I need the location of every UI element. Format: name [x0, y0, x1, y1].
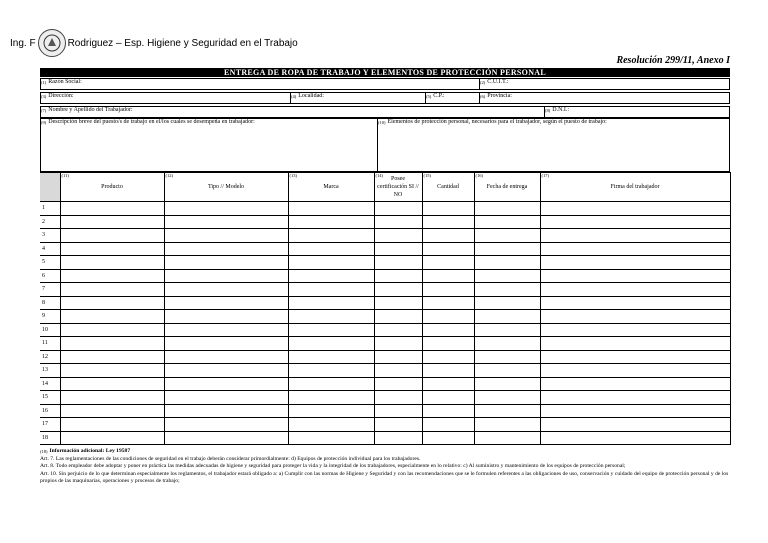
row-number: 2 — [40, 215, 60, 229]
table-cell[interactable] — [164, 377, 288, 391]
table-cell[interactable] — [474, 337, 540, 351]
table-cell[interactable] — [164, 350, 288, 364]
row-number: 7 — [40, 283, 60, 297]
table-cell[interactable] — [164, 323, 288, 337]
table-cell[interactable] — [540, 310, 730, 324]
table-cell[interactable] — [474, 242, 540, 256]
row-number: 1 — [40, 202, 60, 216]
table-cell[interactable] — [540, 202, 730, 216]
table-cell[interactable] — [422, 404, 474, 418]
table-cell[interactable] — [164, 215, 288, 229]
table-cell[interactable] — [540, 269, 730, 283]
table-cell[interactable] — [540, 377, 730, 391]
row-number: 14 — [40, 377, 60, 391]
table-cell[interactable] — [374, 242, 422, 256]
table-cell[interactable] — [422, 391, 474, 405]
table-cell[interactable] — [374, 337, 422, 351]
table-cell[interactable] — [164, 310, 288, 324]
table-cell[interactable] — [474, 431, 540, 445]
table-row — [40, 404, 730, 418]
table-row — [40, 377, 730, 391]
col-fecha-entrega: (16) Fecha de entrega — [474, 173, 540, 202]
row-number: 15 — [40, 391, 60, 405]
table-cell[interactable] — [422, 256, 474, 270]
table-cell[interactable] — [164, 202, 288, 216]
table-cell[interactable] — [474, 418, 540, 432]
table-row — [40, 310, 730, 324]
table-cell[interactable] — [474, 283, 540, 297]
table-cell[interactable] — [288, 431, 374, 445]
table-cell[interactable] — [374, 418, 422, 432]
table-cell[interactable] — [374, 269, 422, 283]
table-cell[interactable] — [474, 296, 540, 310]
table-cell[interactable] — [60, 404, 164, 418]
table-cell[interactable] — [540, 337, 730, 351]
info-art10: Art. 10. Sin perjuicio de lo que determinan especialmente los reglamentos, el trabajador estará obligado a: a) Cumplir con las normas de Higiene y Seguridad y con las recomendaciones que se le formulen referentes a las obligaciones de uso, conservación y cuidado del equipo de protección personal y de los propios de las maquinarias, operaciones y procesos de trabajo; — [40, 470, 729, 484]
seal-logo-icon — [38, 29, 66, 57]
col-marca: (13) Marca — [288, 173, 374, 202]
table-cell[interactable] — [164, 418, 288, 432]
table-cell[interactable] — [422, 269, 474, 283]
cp-field[interactable]: $^{(5)}$ C.P.: — [425, 92, 480, 104]
table-cell[interactable] — [422, 431, 474, 445]
table-cell[interactable] — [60, 229, 164, 243]
table-cell[interactable] — [474, 269, 540, 283]
nombre-trabajador-field[interactable]: $^{(7)}$ Nombre y Apellido del Trabajador: — [40, 106, 545, 118]
row-number-header — [40, 173, 60, 202]
row-number: 6 — [40, 269, 60, 283]
table-row — [40, 418, 730, 432]
row-number: 4 — [40, 242, 60, 256]
table-row — [40, 256, 730, 270]
table-cell[interactable] — [164, 391, 288, 405]
table-cell[interactable] — [374, 256, 422, 270]
table-cell[interactable] — [288, 229, 374, 243]
table-cell[interactable] — [288, 323, 374, 337]
table-cell[interactable] — [422, 418, 474, 432]
table-cell[interactable] — [288, 364, 374, 378]
col-certificacion: (14) Posee certificación SI // NO — [374, 173, 422, 202]
header-prefix: Ing. F — [10, 37, 36, 49]
table-cell[interactable] — [374, 323, 422, 337]
row-number: 9 — [40, 310, 60, 324]
descripcion-puesto-field[interactable]: $^{(9)}$ Descripción breve del puesto/s de trabajo en el/los cuales se desempeña en trabajador: — [40, 118, 378, 172]
table-cell[interactable] — [474, 229, 540, 243]
table-cell[interactable] — [164, 269, 288, 283]
table-cell[interactable] — [374, 364, 422, 378]
table-cell[interactable] — [540, 323, 730, 337]
table-cell[interactable] — [374, 229, 422, 243]
table-cell[interactable] — [422, 215, 474, 229]
table-cell[interactable] — [60, 431, 164, 445]
additional-info — [40, 448, 730, 486]
table-cell[interactable] — [60, 323, 164, 337]
table-cell[interactable] — [60, 364, 164, 378]
localidad-field[interactable]: $^{(4)}$ Localidad: — [290, 92, 426, 104]
table-row — [40, 350, 730, 364]
table-cell[interactable] — [288, 350, 374, 364]
provincia-field[interactable]: $^{(6)}$ Provincia: — [479, 92, 730, 104]
row-number: 17 — [40, 418, 60, 432]
table-cell[interactable] — [540, 283, 730, 297]
table-cell[interactable] — [374, 296, 422, 310]
table-row — [40, 431, 730, 445]
row-number: 3 — [40, 229, 60, 243]
table-cell[interactable] — [288, 256, 374, 270]
table-cell[interactable] — [474, 350, 540, 364]
table-cell[interactable] — [422, 377, 474, 391]
table-cell[interactable] — [374, 377, 422, 391]
table-cell[interactable] — [422, 337, 474, 351]
delivery-table — [40, 172, 731, 445]
table-cell[interactable] — [474, 256, 540, 270]
table-cell[interactable] — [540, 215, 730, 229]
table-cell[interactable] — [474, 202, 540, 216]
table-cell[interactable] — [474, 364, 540, 378]
table-cell[interactable] — [540, 256, 730, 270]
table-row — [40, 337, 730, 351]
table-row — [40, 323, 730, 337]
row-number: 16 — [40, 404, 60, 418]
form-title: ENTREGA DE ROPA DE TRABAJO Y ELEMENTOS DE PROTECCIÓN PERSONAL — [40, 68, 730, 77]
row-number: 11 — [40, 337, 60, 351]
cuit-field[interactable]: $^{(2)}$ C.U.I.T.: — [479, 78, 730, 90]
table-cell[interactable] — [540, 229, 730, 243]
page-header — [10, 28, 298, 58]
table-cell[interactable] — [288, 296, 374, 310]
table-cell[interactable] — [164, 431, 288, 445]
table-cell[interactable] — [474, 310, 540, 324]
table-cell[interactable] — [288, 404, 374, 418]
table-cell[interactable] — [474, 377, 540, 391]
table-cell[interactable] — [374, 310, 422, 324]
row-number: 12 — [40, 350, 60, 364]
table-row — [40, 364, 730, 378]
table-cell[interactable] — [422, 202, 474, 216]
row-number: 5 — [40, 256, 60, 270]
table-header-row — [40, 173, 730, 202]
razon-social-field[interactable]: $^{(1)}$ Razón Social: — [40, 78, 480, 90]
table-row — [40, 391, 730, 405]
table-cell[interactable] — [422, 310, 474, 324]
table-cell[interactable] — [164, 404, 288, 418]
table-cell[interactable] — [60, 350, 164, 364]
table-cell[interactable] — [164, 256, 288, 270]
info-heading: $^{(18)}$ Información adicional: Ley 19587 — [40, 448, 131, 454]
table-cell[interactable] — [288, 391, 374, 405]
table-cell[interactable] — [374, 283, 422, 297]
table-cell[interactable] — [288, 418, 374, 432]
row-number: 8 — [40, 296, 60, 310]
table-cell[interactable] — [60, 215, 164, 229]
table-cell[interactable] — [374, 431, 422, 445]
table-cell[interactable] — [422, 296, 474, 310]
table-cell[interactable] — [60, 296, 164, 310]
table-row — [40, 229, 730, 243]
header-suffix: Rodriguez – Esp. Higiene y Seguridad en el Trabajo — [67, 37, 298, 49]
table-cell[interactable] — [422, 229, 474, 243]
table-cell[interactable] — [60, 418, 164, 432]
table-cell[interactable] — [60, 202, 164, 216]
table-cell[interactable] — [540, 296, 730, 310]
table-cell[interactable] — [422, 350, 474, 364]
table-cell[interactable] — [374, 404, 422, 418]
table-cell[interactable] — [288, 337, 374, 351]
table-cell[interactable] — [540, 431, 730, 445]
table-cell[interactable] — [288, 202, 374, 216]
table-cell[interactable] — [60, 283, 164, 297]
table-row — [40, 296, 730, 310]
info-art7: Art. 7. Las reglamentaciones de las condiciones de seguridad en el trabajo deberán considerar primordialmente: d) Equipos de protección individual para los trabajadores. — [40, 455, 421, 462]
table-row — [40, 269, 730, 283]
elementos-proteccion-field[interactable]: $^{(10)}$ Elementos de protección personal, necesarios para el trabajador, según el puesto de trabajo: — [377, 118, 730, 172]
table-cell[interactable] — [288, 269, 374, 283]
table-cell[interactable] — [288, 377, 374, 391]
col-cantidad: (15) Cantidad — [422, 173, 474, 202]
table-row — [40, 283, 730, 297]
table-row — [40, 242, 730, 256]
table-cell[interactable] — [422, 364, 474, 378]
row-number: 13 — [40, 364, 60, 378]
row-number: 18 — [40, 431, 60, 445]
table-cell[interactable] — [164, 364, 288, 378]
table-cell[interactable] — [374, 350, 422, 364]
table-cell[interactable] — [60, 377, 164, 391]
table-cell[interactable] — [288, 283, 374, 297]
table-cell[interactable] — [474, 404, 540, 418]
table-cell[interactable] — [374, 391, 422, 405]
table-cell[interactable] — [288, 310, 374, 324]
table-cell[interactable] — [474, 215, 540, 229]
table-cell[interactable] — [374, 215, 422, 229]
resolution-label: Resolución 299/11, Anexo I — [616, 55, 730, 66]
table-cell[interactable] — [164, 296, 288, 310]
table-cell[interactable] — [540, 391, 730, 405]
table-row — [40, 202, 730, 216]
table-cell[interactable] — [60, 391, 164, 405]
table-cell[interactable] — [540, 418, 730, 432]
col-tipo-modelo: (12) Tipo // Modelo — [164, 173, 288, 202]
table-cell[interactable] — [164, 229, 288, 243]
table-cell[interactable] — [288, 215, 374, 229]
table-row — [40, 215, 730, 229]
table-cell[interactable] — [540, 242, 730, 256]
table-cell[interactable] — [374, 202, 422, 216]
table-cell[interactable] — [422, 283, 474, 297]
table-cell[interactable] — [60, 269, 164, 283]
table-cell[interactable] — [422, 323, 474, 337]
table-cell[interactable] — [60, 242, 164, 256]
direccion-field[interactable]: $^{(3)}$ Dirección: — [40, 92, 291, 104]
table-cell[interactable] — [60, 310, 164, 324]
info-art8: Art. 8. Todo empleador debe adoptar y poner en práctica las medidas adecuadas de higiene y seguridad para proteger la vida y la integridad de los trabajadores, especialmente en lo relativo: c) Al suministro y mantenimiento de los equipos de protección personal; — [40, 463, 626, 469]
table-cell[interactable] — [422, 242, 474, 256]
table-cell[interactable] — [288, 242, 374, 256]
dni-field[interactable]: $^{(8)}$ D.N.I.: — [544, 106, 730, 118]
table-cell[interactable] — [60, 256, 164, 270]
table-cell[interactable] — [60, 337, 164, 351]
row-number: 10 — [40, 323, 60, 337]
table-cell[interactable] — [164, 337, 288, 351]
table-cell[interactable] — [164, 283, 288, 297]
col-firma: (17) Firma del trabajador — [540, 173, 730, 202]
table-cell[interactable] — [540, 364, 730, 378]
table-cell[interactable] — [474, 391, 540, 405]
table-cell[interactable] — [164, 242, 288, 256]
table-cell[interactable] — [474, 323, 540, 337]
table-cell[interactable] — [540, 404, 730, 418]
col-producto: (11) Producto — [60, 173, 164, 202]
table-cell[interactable] — [540, 350, 730, 364]
